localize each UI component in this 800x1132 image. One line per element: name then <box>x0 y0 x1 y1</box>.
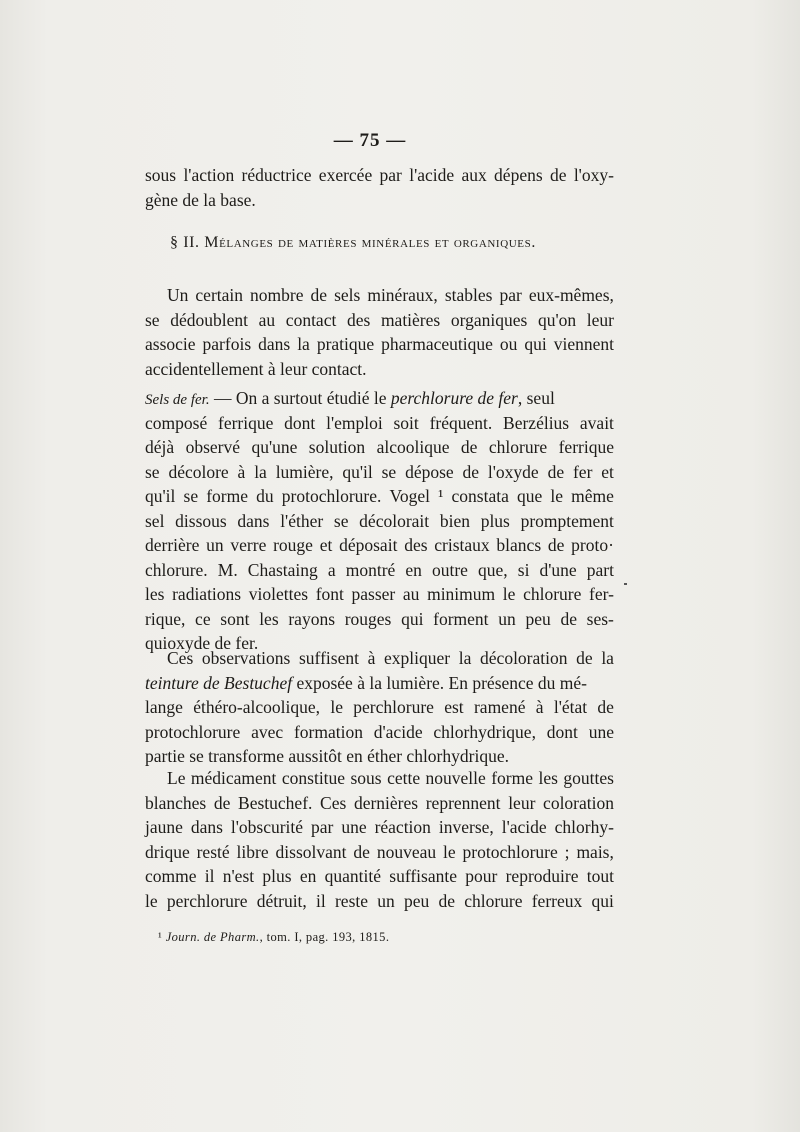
word: de <box>462 461 480 482</box>
word: les <box>538 768 558 788</box>
word: la <box>458 648 472 668</box>
word: composé <box>145 412 208 433</box>
word: organiques <box>450 309 528 330</box>
run-in-heading: Sels de fer. <box>145 392 210 408</box>
word: une <box>588 721 614 742</box>
word: dissolvant <box>275 841 347 862</box>
word: de <box>310 285 328 305</box>
word: pour <box>465 866 498 886</box>
word: se <box>381 461 397 482</box>
word: sels <box>334 285 361 305</box>
word: peu <box>525 608 551 629</box>
word: un <box>206 535 224 555</box>
word: de <box>549 165 567 185</box>
word: reprennent <box>425 792 501 813</box>
word: blancs <box>496 535 542 555</box>
word: un <box>377 890 395 911</box>
word: formation <box>293 721 363 742</box>
word: constata <box>451 486 509 506</box>
word: déjà <box>145 437 175 457</box>
word: nombre <box>250 285 304 305</box>
word: des <box>346 309 371 330</box>
word: quantité <box>324 866 382 886</box>
text-line: quioxyde de fer. <box>145 633 259 653</box>
word: protochlorure <box>145 721 241 742</box>
word: leur <box>508 792 536 813</box>
text-line <box>145 695 614 720</box>
word: plus <box>262 866 292 886</box>
text-line <box>145 607 614 632</box>
word: dans <box>237 510 270 531</box>
word: radiations <box>172 584 242 604</box>
word: d'une <box>539 559 577 580</box>
word: ses- <box>586 608 614 629</box>
word: déposait <box>339 535 398 555</box>
word: décolorait <box>359 510 430 531</box>
word: la <box>254 461 267 482</box>
word: la <box>601 648 614 668</box>
word: n'est <box>222 866 255 886</box>
word: stables <box>444 285 493 305</box>
word: forme <box>491 768 534 788</box>
text-line <box>145 533 614 558</box>
word: ramené <box>473 697 526 717</box>
word: qui <box>401 608 424 629</box>
text-line: partie se transforme aussitôt en éther chlorhydrique. <box>145 746 509 766</box>
word: au <box>258 309 276 330</box>
word: l'oxyde <box>487 461 539 482</box>
text-line <box>145 815 614 840</box>
word: se <box>145 461 160 482</box>
lead-end: , seul <box>517 388 555 408</box>
text-line <box>145 509 614 534</box>
word: constitue <box>281 768 346 788</box>
word: aux <box>461 165 487 185</box>
word: matières <box>380 309 441 330</box>
text-line: accidentellement à leur contact. <box>145 358 367 379</box>
word: détruit, <box>256 890 307 911</box>
text-line: gène de la base. <box>145 189 256 210</box>
text-line <box>145 283 614 308</box>
word: que <box>517 486 543 506</box>
word: observations <box>201 648 291 668</box>
word: forment <box>433 608 489 629</box>
word: l'acide <box>501 817 547 837</box>
word: le <box>502 584 516 604</box>
word: dans <box>190 817 223 837</box>
word: chlorure <box>488 437 548 457</box>
word: ce <box>195 608 211 629</box>
lead-italic-term: perchlorure de fer <box>390 388 518 408</box>
word: pharmaceutique <box>381 334 493 354</box>
word: part <box>586 559 614 580</box>
word: rouge <box>273 535 313 555</box>
word: expliquer <box>384 648 451 668</box>
word: Bestuchef. <box>238 792 313 813</box>
word: l'acide <box>409 165 455 185</box>
word: rique, <box>145 608 186 629</box>
word: derrière <box>145 535 200 555</box>
word: protochlorure <box>462 841 558 862</box>
word: en <box>405 559 422 580</box>
text-line-mixed <box>145 671 614 696</box>
word: parfois <box>202 334 252 354</box>
word: dont <box>284 412 316 433</box>
word: chlorure. <box>145 559 208 580</box>
word: peu <box>403 890 430 911</box>
word: une <box>341 817 367 837</box>
word: par <box>379 165 402 185</box>
word: qu'une <box>251 437 298 457</box>
margin-speck <box>624 583 627 585</box>
word: font <box>315 584 344 604</box>
text-line <box>145 840 614 865</box>
word: ¹ <box>438 486 444 506</box>
word: et <box>319 535 333 555</box>
word: qu'il <box>145 486 176 506</box>
paragraph-2 <box>145 283 614 381</box>
word: dont <box>546 721 578 742</box>
word: jaune <box>145 817 183 837</box>
footnote-mark: ¹ <box>158 930 163 944</box>
word: les <box>145 584 165 604</box>
word: chlorure <box>523 584 582 604</box>
word: promptement <box>520 510 614 531</box>
text-line-lead <box>145 386 614 411</box>
word: minéraux, <box>367 285 438 305</box>
word: le <box>330 697 343 717</box>
text-line <box>145 582 614 607</box>
text-line <box>145 411 614 436</box>
word: Vogel <box>389 486 431 506</box>
text-line <box>145 332 614 357</box>
word: Berzélius <box>503 412 570 433</box>
word: chlorure <box>464 890 523 911</box>
word: chlorhydrique, <box>433 721 536 742</box>
word: lange <box>145 697 183 717</box>
word: exercée <box>318 165 373 185</box>
word: contact <box>285 309 337 330</box>
word: sous <box>350 768 382 788</box>
word: drique <box>145 841 190 862</box>
paragraph-5 <box>145 766 614 913</box>
word: ferrique <box>558 437 614 457</box>
word: mais, <box>576 841 614 862</box>
word: si <box>517 559 530 580</box>
text-line <box>145 864 614 889</box>
word: fréquent. <box>429 412 493 433</box>
word: par <box>499 285 522 305</box>
word: dernières <box>353 792 419 813</box>
text-line <box>145 766 614 791</box>
word: suffisent <box>299 648 359 668</box>
word: de <box>560 608 577 629</box>
word: l'emploi <box>326 412 383 433</box>
word: comme <box>145 866 197 886</box>
word: dédoublent <box>170 309 248 330</box>
word: le <box>145 890 158 911</box>
word: Chastaing <box>247 559 318 580</box>
word: de <box>213 792 231 813</box>
word: sous <box>145 165 177 185</box>
word: Un <box>167 285 189 305</box>
text-line <box>145 889 614 914</box>
word: dépens <box>494 165 543 185</box>
word: ferrique <box>218 412 274 433</box>
word: d'acide <box>373 721 423 742</box>
word: M. <box>217 559 238 580</box>
word: de <box>597 697 614 717</box>
word: leur <box>586 309 614 330</box>
footnote-journal: Journ. de Pharm. <box>165 930 260 944</box>
word: éthéro-alcoolique, <box>193 697 321 717</box>
word: se <box>183 486 199 506</box>
word: que, <box>478 559 508 580</box>
paragraph-4 <box>145 646 614 769</box>
word: a <box>327 559 336 580</box>
word: alcoolique <box>376 437 450 457</box>
page-number-header: — 75 — <box>333 130 407 151</box>
word: minimum <box>427 584 496 604</box>
word: montré <box>345 559 396 580</box>
word: un <box>498 608 516 629</box>
word: chlorhy- <box>554 817 614 837</box>
word: suffisante <box>389 866 457 886</box>
word: qu'on <box>537 309 577 330</box>
word: la <box>297 334 310 354</box>
word: qu'il <box>342 461 373 482</box>
word: perchlorure <box>166 890 248 911</box>
word: cette <box>387 768 421 788</box>
word: qui <box>591 890 614 911</box>
word: décoloration <box>480 648 568 668</box>
word: dissous <box>175 510 227 531</box>
word: au <box>402 584 420 604</box>
word: de <box>438 890 455 911</box>
footnote <box>158 930 389 945</box>
word: nouvelle <box>425 768 486 788</box>
word: à <box>237 461 246 482</box>
word: qui <box>524 334 547 354</box>
word: lumière, <box>275 461 334 482</box>
word: protochlorure. <box>281 486 382 506</box>
word: solution <box>308 437 366 457</box>
word: libre <box>236 841 269 862</box>
word: gouttes <box>563 768 614 788</box>
word: sel <box>145 510 165 531</box>
word: des <box>404 535 428 555</box>
text-line <box>145 163 614 188</box>
word: réductrice <box>241 165 312 185</box>
word: se <box>333 510 349 531</box>
word: ou <box>499 334 518 354</box>
word: Ces <box>320 792 347 813</box>
word: Ces <box>167 648 194 668</box>
word: verre <box>230 535 267 555</box>
word: le <box>550 486 564 506</box>
word: fer <box>572 461 593 482</box>
word: resté <box>196 841 230 862</box>
word: de <box>353 841 370 862</box>
word: proto· <box>571 535 614 555</box>
text-line <box>145 646 614 671</box>
word: viennent <box>553 334 614 354</box>
word: fer- <box>589 584 614 604</box>
text-line <box>145 435 614 460</box>
word: de <box>547 535 565 555</box>
word: est <box>444 697 464 717</box>
footnote-citation: , tom. I, pag. 193, 1815. <box>259 930 390 944</box>
word: Le <box>167 768 186 788</box>
word: décolore <box>168 461 229 482</box>
word: soit <box>393 412 419 433</box>
word: même <box>571 486 614 506</box>
word: médicament <box>190 768 277 788</box>
text-line <box>145 460 614 485</box>
word: il <box>204 866 215 886</box>
word: par <box>311 817 334 837</box>
word: à <box>535 697 544 717</box>
word: associe <box>145 334 196 354</box>
word: l'éther <box>280 510 324 531</box>
section-title-text: § II. Mélanges de matières minérales et organiques. <box>170 234 536 251</box>
word: outre <box>431 559 468 580</box>
word: violettes <box>248 584 309 604</box>
word: cristaux <box>434 535 490 555</box>
word: l'état <box>553 697 588 717</box>
word: dépose <box>405 461 454 482</box>
word: l'action <box>183 165 235 185</box>
word: reste <box>334 890 369 911</box>
word: blanches <box>145 792 207 813</box>
word: et <box>601 461 614 482</box>
section-title <box>170 234 536 252</box>
word: à <box>367 648 376 668</box>
text-line <box>145 720 614 745</box>
word: ; <box>564 841 570 862</box>
word: observé <box>185 437 241 457</box>
word: certain <box>195 285 244 305</box>
word: réaction <box>374 817 431 837</box>
word: de <box>547 461 565 482</box>
word: bien <box>439 510 470 531</box>
word: nouveau <box>376 841 437 862</box>
word: avait <box>579 412 614 433</box>
word: ferreux <box>531 890 583 911</box>
word: perchlorure <box>353 697 434 717</box>
word: du <box>256 486 274 506</box>
word: coloration <box>543 792 614 813</box>
word: de <box>460 437 478 457</box>
word: avec <box>251 721 284 742</box>
word: les <box>259 608 279 629</box>
word: sont <box>220 608 250 629</box>
word: eux-mêmes, <box>528 285 614 305</box>
paragraph-3 <box>145 386 614 656</box>
text-line <box>145 791 614 816</box>
word: plus <box>480 510 510 531</box>
word: passer <box>351 584 396 604</box>
word: l'obscurité <box>230 817 304 837</box>
word: il <box>316 890 326 911</box>
text-line <box>145 308 614 333</box>
word: de <box>576 648 593 668</box>
paragraph-1 <box>145 163 614 212</box>
word: reproduire <box>505 866 579 886</box>
lead-text: — On a surtout étudié le <box>209 388 391 408</box>
text-line <box>145 484 614 509</box>
word: forme <box>206 486 249 506</box>
word: inverse, <box>438 817 494 837</box>
text-line <box>145 558 614 583</box>
word: se <box>145 309 160 330</box>
italic-term: teinture de Bestuchef <box>145 672 293 693</box>
word: en <box>299 866 317 886</box>
word: le <box>443 841 456 862</box>
word: dans <box>258 334 291 354</box>
word: rouges <box>344 608 392 629</box>
word: pratique <box>316 334 375 354</box>
text-run: exposée à la lumière. En présence du mé- <box>292 672 588 693</box>
word: rayons <box>288 608 335 629</box>
word: l'oxy- <box>573 165 614 185</box>
word: tout <box>586 866 614 886</box>
